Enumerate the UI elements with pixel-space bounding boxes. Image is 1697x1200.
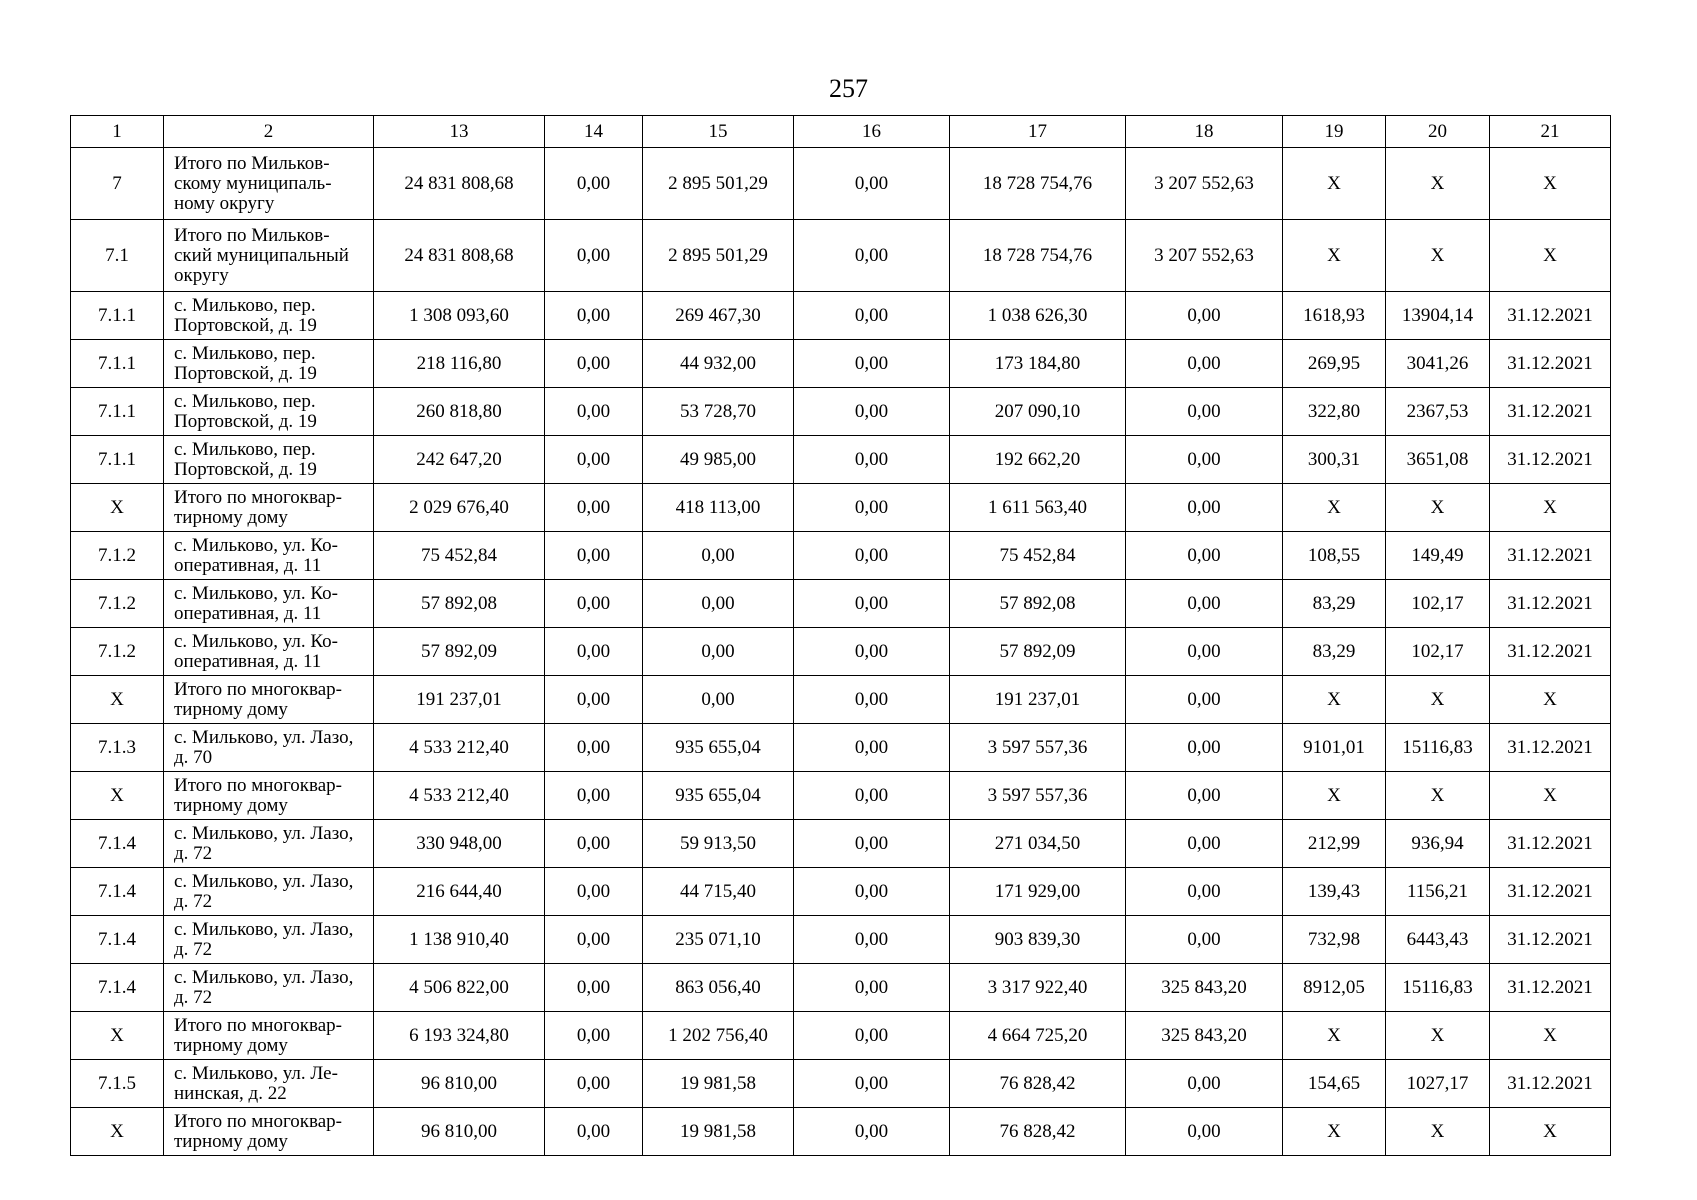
cell-col-16: 0,00 <box>794 1060 950 1108</box>
cell-col-18: 325 843,20 <box>1126 964 1283 1012</box>
table-row <box>71 724 1611 772</box>
cell-col-13: 96 810,00 <box>374 1108 545 1156</box>
table-row <box>71 148 1611 220</box>
cell-col-14: 0,00 <box>545 724 643 772</box>
column-header: 13 <box>374 116 545 148</box>
cell-col-21: 31.12.2021 <box>1490 820 1611 868</box>
cell-address: с. Мильково, ул. Ле-нинская, д. 22 <box>164 1060 374 1108</box>
cell-col-17: 4 664 725,20 <box>950 1012 1126 1060</box>
cell-col-18: 0,00 <box>1126 436 1283 484</box>
cell-row-number: 7.1.5 <box>71 1060 164 1108</box>
cell-address: Итого по многоквар-тирному дому <box>164 772 374 820</box>
cell-col-21: Х <box>1490 148 1611 220</box>
cell-col-21: Х <box>1490 220 1611 292</box>
cell-address: с. Мильково, ул. Лазо, д. 70 <box>164 724 374 772</box>
cell-col-16: 0,00 <box>794 820 950 868</box>
table-row <box>71 916 1611 964</box>
cell-col-15: 0,00 <box>643 580 794 628</box>
cell-col-20: 149,49 <box>1386 532 1490 580</box>
cell-row-number: 7.1.4 <box>71 868 164 916</box>
cell-col-15: 1 202 756,40 <box>643 1012 794 1060</box>
cell-col-15: 49 985,00 <box>643 436 794 484</box>
cell-col-13: 218 116,80 <box>374 340 545 388</box>
cell-col-21: 31.12.2021 <box>1490 964 1611 1012</box>
cell-col-21: Х <box>1490 1108 1611 1156</box>
cell-col-14: 0,00 <box>545 436 643 484</box>
cell-col-17: 3 597 557,36 <box>950 724 1126 772</box>
cell-col-14: 0,00 <box>545 1060 643 1108</box>
cell-col-20: 15116,83 <box>1386 964 1490 1012</box>
cell-col-18: 0,00 <box>1126 772 1283 820</box>
cell-col-19: 300,31 <box>1283 436 1386 484</box>
cell-col-19: Х <box>1283 1108 1386 1156</box>
cell-col-14: 0,00 <box>545 292 643 340</box>
cell-col-15: 59 913,50 <box>643 820 794 868</box>
cell-col-17: 18 728 754,76 <box>950 220 1126 292</box>
cell-col-16: 0,00 <box>794 1012 950 1060</box>
cell-col-20: 6443,43 <box>1386 916 1490 964</box>
cell-col-19: 139,43 <box>1283 868 1386 916</box>
cell-col-13: 24 831 808,68 <box>374 148 545 220</box>
cell-col-15: 19 981,58 <box>643 1108 794 1156</box>
cell-col-18: 0,00 <box>1126 1060 1283 1108</box>
cell-col-14: 0,00 <box>545 220 643 292</box>
cell-col-13: 2 029 676,40 <box>374 484 545 532</box>
cell-col-13: 24 831 808,68 <box>374 220 545 292</box>
cell-col-16: 0,00 <box>794 580 950 628</box>
cell-col-17: 75 452,84 <box>950 532 1126 580</box>
cell-col-14: 0,00 <box>545 580 643 628</box>
cell-col-16: 0,00 <box>794 916 950 964</box>
table-row <box>71 1012 1611 1060</box>
column-header: 20 <box>1386 116 1490 148</box>
cell-col-18: 0,00 <box>1126 676 1283 724</box>
cell-col-15: 418 113,00 <box>643 484 794 532</box>
cell-row-number: 7 <box>71 148 164 220</box>
cell-col-15: 44 932,00 <box>643 340 794 388</box>
cell-col-15: 0,00 <box>643 532 794 580</box>
cell-address: Итого по многоквар-тирному дому <box>164 484 374 532</box>
cell-col-21: 31.12.2021 <box>1490 628 1611 676</box>
cell-col-18: 0,00 <box>1126 868 1283 916</box>
cell-col-21: Х <box>1490 1012 1611 1060</box>
cell-address: Итого по Мильков-скому муниципаль-ному округу <box>164 148 374 220</box>
cell-col-21: Х <box>1490 484 1611 532</box>
cell-col-13: 216 644,40 <box>374 868 545 916</box>
column-header: 2 <box>164 116 374 148</box>
cell-col-21: Х <box>1490 676 1611 724</box>
cell-col-18: 0,00 <box>1126 388 1283 436</box>
cell-col-13: 57 892,09 <box>374 628 545 676</box>
cell-col-15: 935 655,04 <box>643 772 794 820</box>
cell-col-19: 9101,01 <box>1283 724 1386 772</box>
cell-col-20: 3651,08 <box>1386 436 1490 484</box>
cell-col-21: 31.12.2021 <box>1490 292 1611 340</box>
cell-address: с. Мильково, ул. Лазо, д. 72 <box>164 868 374 916</box>
cell-col-14: 0,00 <box>545 964 643 1012</box>
cell-col-14: 0,00 <box>545 1012 643 1060</box>
cell-col-14: 0,00 <box>545 820 643 868</box>
cell-row-number: Х <box>71 1108 164 1156</box>
cell-col-18: 0,00 <box>1126 1108 1283 1156</box>
column-header: 14 <box>545 116 643 148</box>
cell-col-20: 2367,53 <box>1386 388 1490 436</box>
cell-col-21: 31.12.2021 <box>1490 436 1611 484</box>
cell-address: с. Мильково, ул. Лазо, д. 72 <box>164 964 374 1012</box>
table-row <box>71 772 1611 820</box>
cell-col-19: Х <box>1283 220 1386 292</box>
cell-col-13: 96 810,00 <box>374 1060 545 1108</box>
cell-col-16: 0,00 <box>794 772 950 820</box>
cell-col-20: Х <box>1386 148 1490 220</box>
cell-col-17: 191 237,01 <box>950 676 1126 724</box>
cell-col-16: 0,00 <box>794 292 950 340</box>
cell-col-20: 1156,21 <box>1386 868 1490 916</box>
cell-col-19: 212,99 <box>1283 820 1386 868</box>
column-header: 21 <box>1490 116 1611 148</box>
cell-col-19: 269,95 <box>1283 340 1386 388</box>
cell-col-19: 154,65 <box>1283 1060 1386 1108</box>
cell-row-number: 7.1.2 <box>71 628 164 676</box>
cell-col-19: 8912,05 <box>1283 964 1386 1012</box>
cell-col-20: 1027,17 <box>1386 1060 1490 1108</box>
table-row <box>71 484 1611 532</box>
cell-col-14: 0,00 <box>545 916 643 964</box>
cell-address: Итого по многоквар-тирному дому <box>164 676 374 724</box>
cell-col-17: 173 184,80 <box>950 340 1126 388</box>
cell-col-19: Х <box>1283 1012 1386 1060</box>
cell-col-13: 57 892,08 <box>374 580 545 628</box>
cell-col-13: 1 138 910,40 <box>374 916 545 964</box>
cell-col-21: 31.12.2021 <box>1490 340 1611 388</box>
cell-col-15: 269 467,30 <box>643 292 794 340</box>
cell-row-number: Х <box>71 772 164 820</box>
cell-col-16: 0,00 <box>794 220 950 292</box>
cell-col-17: 192 662,20 <box>950 436 1126 484</box>
cell-address: с. Мильково, пер. Портовской, д. 19 <box>164 388 374 436</box>
cell-row-number: 7.1.2 <box>71 580 164 628</box>
cell-col-17: 171 929,00 <box>950 868 1126 916</box>
cell-col-20: 3041,26 <box>1386 340 1490 388</box>
table-row <box>71 1108 1611 1156</box>
cell-address: с. Мильково, ул. Лазо, д. 72 <box>164 916 374 964</box>
cell-col-19: 83,29 <box>1283 628 1386 676</box>
cell-col-18: 0,00 <box>1126 532 1283 580</box>
table-row <box>71 820 1611 868</box>
cell-col-17: 18 728 754,76 <box>950 148 1126 220</box>
cell-row-number: 7.1.3 <box>71 724 164 772</box>
budget-table <box>70 115 1611 1156</box>
cell-col-15: 44 715,40 <box>643 868 794 916</box>
cell-col-13: 75 452,84 <box>374 532 545 580</box>
cell-row-number: Х <box>71 676 164 724</box>
cell-col-14: 0,00 <box>545 388 643 436</box>
cell-col-13: 330 948,00 <box>374 820 545 868</box>
cell-col-13: 242 647,20 <box>374 436 545 484</box>
cell-col-13: 4 533 212,40 <box>374 724 545 772</box>
cell-address: Итого по Мильков-ский муниципальный округу <box>164 220 374 292</box>
cell-col-13: 6 193 324,80 <box>374 1012 545 1060</box>
cell-col-20: Х <box>1386 484 1490 532</box>
cell-col-20: 102,17 <box>1386 580 1490 628</box>
cell-col-18: 325 843,20 <box>1126 1012 1283 1060</box>
cell-col-14: 0,00 <box>545 148 643 220</box>
table-row <box>71 388 1611 436</box>
cell-col-18: 3 207 552,63 <box>1126 220 1283 292</box>
cell-col-17: 57 892,09 <box>950 628 1126 676</box>
cell-col-21: 31.12.2021 <box>1490 1060 1611 1108</box>
cell-address: Итого по многоквар-тирному дому <box>164 1012 374 1060</box>
cell-col-16: 0,00 <box>794 964 950 1012</box>
table-row <box>71 1060 1611 1108</box>
cell-col-18: 0,00 <box>1126 580 1283 628</box>
cell-col-18: 3 207 552,63 <box>1126 148 1283 220</box>
cell-col-15: 2 895 501,29 <box>643 148 794 220</box>
cell-col-17: 207 090,10 <box>950 388 1126 436</box>
cell-col-14: 0,00 <box>545 772 643 820</box>
cell-col-21: Х <box>1490 772 1611 820</box>
cell-col-16: 0,00 <box>794 628 950 676</box>
cell-col-20: 13904,14 <box>1386 292 1490 340</box>
cell-col-18: 0,00 <box>1126 628 1283 676</box>
cell-col-20: 936,94 <box>1386 820 1490 868</box>
cell-col-18: 0,00 <box>1126 484 1283 532</box>
cell-col-13: 4 533 212,40 <box>374 772 545 820</box>
cell-col-17: 3 317 922,40 <box>950 964 1126 1012</box>
cell-col-20: Х <box>1386 220 1490 292</box>
cell-row-number: 7.1.4 <box>71 820 164 868</box>
cell-col-14: 0,00 <box>545 676 643 724</box>
cell-col-17: 76 828,42 <box>950 1060 1126 1108</box>
cell-col-14: 0,00 <box>545 484 643 532</box>
table-row <box>71 964 1611 1012</box>
cell-col-18: 0,00 <box>1126 724 1283 772</box>
table-row <box>71 292 1611 340</box>
cell-row-number: 7.1.4 <box>71 916 164 964</box>
page-number: 257 <box>829 74 868 103</box>
cell-col-16: 0,00 <box>794 724 950 772</box>
cell-col-18: 0,00 <box>1126 916 1283 964</box>
cell-col-21: 31.12.2021 <box>1490 868 1611 916</box>
cell-row-number: 7.1.1 <box>71 388 164 436</box>
cell-col-15: 19 981,58 <box>643 1060 794 1108</box>
cell-row-number: 7.1.1 <box>71 436 164 484</box>
cell-col-18: 0,00 <box>1126 820 1283 868</box>
table-row <box>71 220 1611 292</box>
cell-row-number: 7.1.4 <box>71 964 164 1012</box>
cell-col-20: 15116,83 <box>1386 724 1490 772</box>
cell-col-14: 0,00 <box>545 1108 643 1156</box>
table-body <box>71 116 1611 1156</box>
cell-col-16: 0,00 <box>794 148 950 220</box>
cell-col-17: 1 038 626,30 <box>950 292 1126 340</box>
cell-col-13: 191 237,01 <box>374 676 545 724</box>
cell-row-number: 7.1.2 <box>71 532 164 580</box>
cell-col-15: 0,00 <box>643 676 794 724</box>
cell-col-19: 322,80 <box>1283 388 1386 436</box>
cell-col-14: 0,00 <box>545 628 643 676</box>
cell-col-15: 863 056,40 <box>643 964 794 1012</box>
cell-col-14: 0,00 <box>545 532 643 580</box>
cell-col-14: 0,00 <box>545 868 643 916</box>
cell-col-19: 108,55 <box>1283 532 1386 580</box>
cell-col-20: Х <box>1386 772 1490 820</box>
cell-col-18: 0,00 <box>1126 340 1283 388</box>
cell-col-21: 31.12.2021 <box>1490 388 1611 436</box>
cell-address: Итого по многоквар-тирному дому <box>164 1108 374 1156</box>
table-row <box>71 580 1611 628</box>
cell-col-19: Х <box>1283 676 1386 724</box>
cell-col-15: 0,00 <box>643 628 794 676</box>
cell-col-19: Х <box>1283 148 1386 220</box>
cell-col-19: Х <box>1283 484 1386 532</box>
cell-col-17: 903 839,30 <box>950 916 1126 964</box>
cell-col-14: 0,00 <box>545 340 643 388</box>
table-row <box>71 436 1611 484</box>
cell-col-16: 0,00 <box>794 484 950 532</box>
cell-col-21: 31.12.2021 <box>1490 916 1611 964</box>
cell-col-16: 0,00 <box>794 388 950 436</box>
column-header: 16 <box>794 116 950 148</box>
table-row <box>71 628 1611 676</box>
cell-col-17: 271 034,50 <box>950 820 1126 868</box>
cell-col-19: Х <box>1283 772 1386 820</box>
cell-col-21: 31.12.2021 <box>1490 724 1611 772</box>
column-header: 19 <box>1283 116 1386 148</box>
cell-col-15: 935 655,04 <box>643 724 794 772</box>
table-row <box>71 868 1611 916</box>
cell-col-19: 1618,93 <box>1283 292 1386 340</box>
cell-col-16: 0,00 <box>794 340 950 388</box>
cell-col-17: 3 597 557,36 <box>950 772 1126 820</box>
column-header: 15 <box>643 116 794 148</box>
table-row <box>71 340 1611 388</box>
cell-col-20: Х <box>1386 1012 1490 1060</box>
cell-address: с. Мильково, пер. Портовской, д. 19 <box>164 292 374 340</box>
cell-col-17: 1 611 563,40 <box>950 484 1126 532</box>
column-header: 18 <box>1126 116 1283 148</box>
table-row <box>71 532 1611 580</box>
cell-col-16: 0,00 <box>794 868 950 916</box>
table-row <box>71 676 1611 724</box>
cell-address: с. Мильково, пер. Портовской, д. 19 <box>164 340 374 388</box>
cell-col-20: Х <box>1386 1108 1490 1156</box>
cell-row-number: Х <box>71 1012 164 1060</box>
cell-row-number: 7.1.1 <box>71 292 164 340</box>
cell-col-15: 235 071,10 <box>643 916 794 964</box>
cell-col-21: 31.12.2021 <box>1490 580 1611 628</box>
cell-row-number: Х <box>71 484 164 532</box>
cell-col-13: 1 308 093,60 <box>374 292 545 340</box>
column-header: 1 <box>71 116 164 148</box>
cell-col-15: 53 728,70 <box>643 388 794 436</box>
cell-col-16: 0,00 <box>794 1108 950 1156</box>
cell-col-16: 0,00 <box>794 436 950 484</box>
cell-col-17: 76 828,42 <box>950 1108 1126 1156</box>
cell-row-number: 7.1.1 <box>71 340 164 388</box>
column-header: 17 <box>950 116 1126 148</box>
cell-col-16: 0,00 <box>794 532 950 580</box>
cell-col-13: 260 818,80 <box>374 388 545 436</box>
cell-row-number: 7.1 <box>71 220 164 292</box>
cell-col-19: 732,98 <box>1283 916 1386 964</box>
cell-col-18: 0,00 <box>1126 292 1283 340</box>
header-row <box>71 116 1611 148</box>
cell-col-19: 83,29 <box>1283 580 1386 628</box>
cell-address: с. Мильково, пер. Портовской, д. 19 <box>164 436 374 484</box>
cell-col-17: 57 892,08 <box>950 580 1126 628</box>
cell-address: с. Мильково, ул. Ко-оперативная, д. 11 <box>164 532 374 580</box>
cell-address: с. Мильково, ул. Ко-оперативная, д. 11 <box>164 628 374 676</box>
cell-col-21: 31.12.2021 <box>1490 532 1611 580</box>
cell-col-16: 0,00 <box>794 676 950 724</box>
cell-col-15: 2 895 501,29 <box>643 220 794 292</box>
cell-col-13: 4 506 822,00 <box>374 964 545 1012</box>
cell-col-20: Х <box>1386 676 1490 724</box>
cell-col-20: 102,17 <box>1386 628 1490 676</box>
cell-address: с. Мильково, ул. Лазо, д. 72 <box>164 820 374 868</box>
cell-address: с. Мильково, ул. Ко-оперативная, д. 11 <box>164 580 374 628</box>
